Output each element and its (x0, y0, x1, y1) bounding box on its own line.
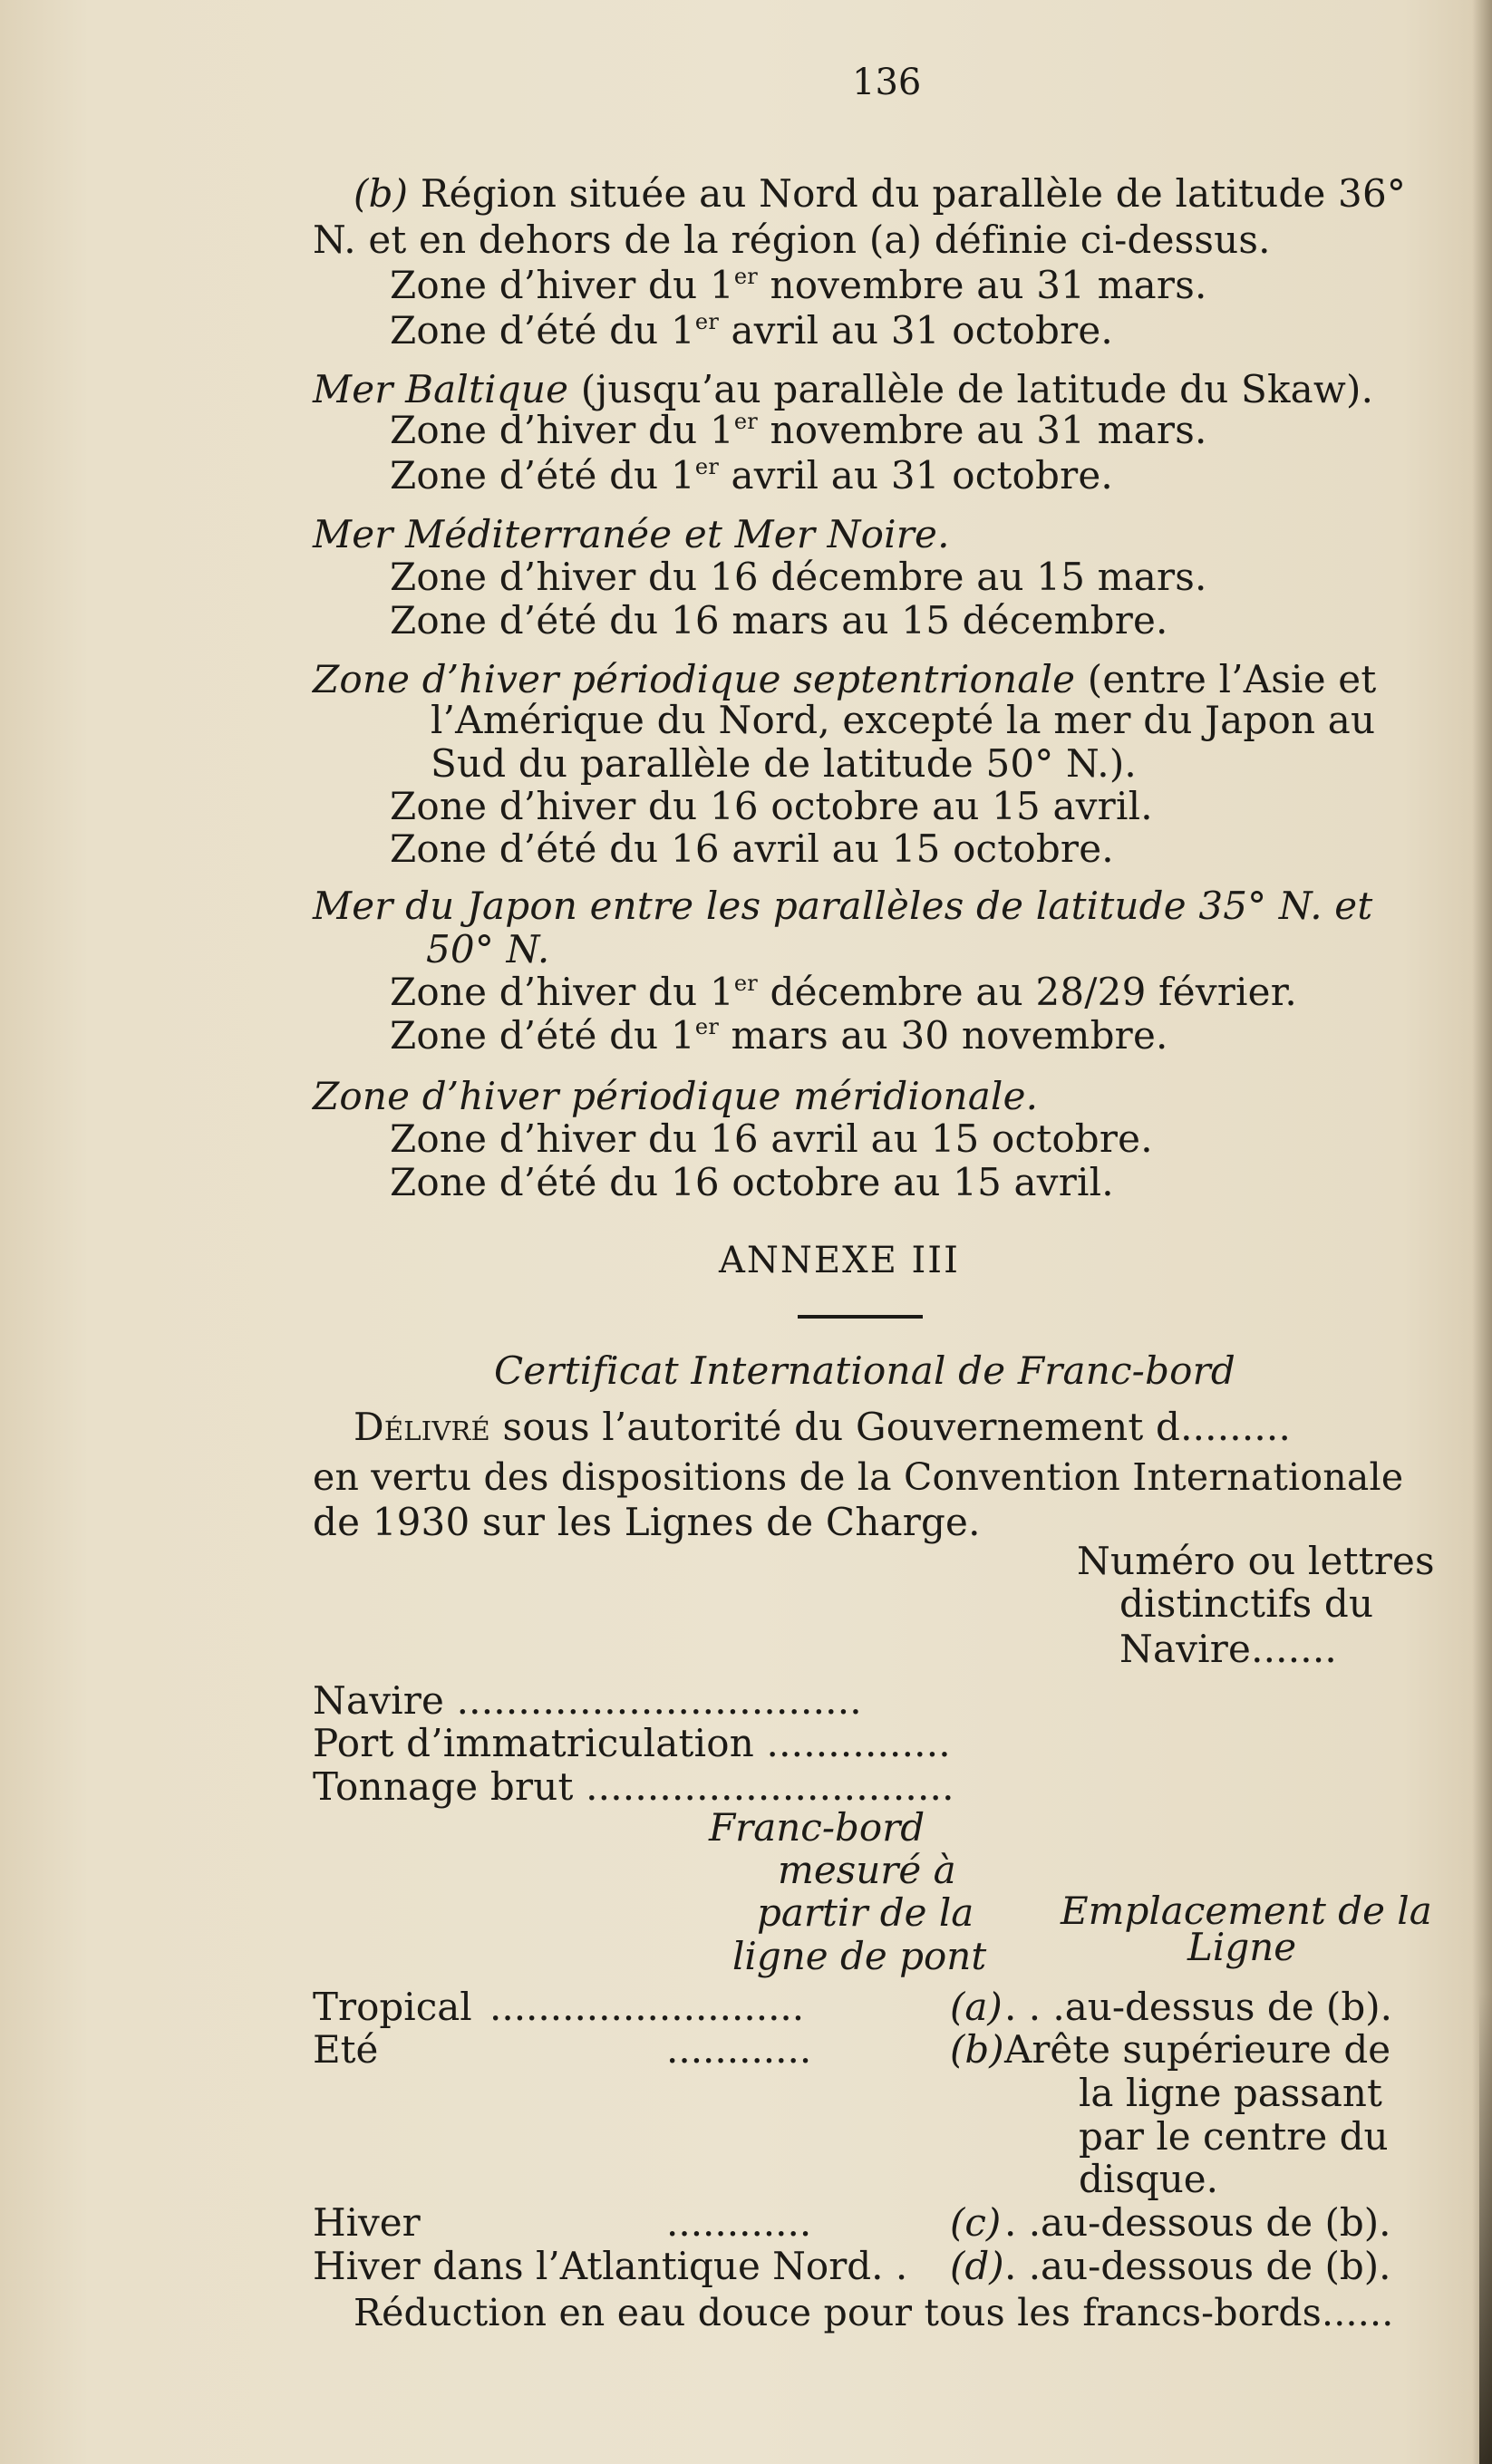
row-summer-dots: ............ (666, 2027, 812, 2072)
ship-number-label-2: distinctifs du (1119, 1581, 1374, 1626)
japan-heading-line2: 50° N. (426, 927, 550, 971)
japan-summer-a: Zone d’été du 1 (390, 1013, 695, 1058)
baltic-rest: (jusqu’au parallèle de latitude du Skaw). (568, 367, 1374, 411)
japan-winter-b: décembre au 28/29 février. (757, 970, 1297, 1014)
row-north-atlantic-code: (d) (950, 2244, 1004, 2288)
baltic-winter-b: novembre au 31 mars. (757, 408, 1207, 452)
row-winter-dots: ............ (666, 2200, 812, 2245)
japan-summer-b: mars au 30 novembre. (719, 1013, 1168, 1058)
region-b-winter (390, 263, 1207, 308)
row-north-atlantic-loc: . .au-dessous de (b). (1004, 2244, 1391, 2288)
south-periodic-winter: Zone d’hiver du 16 avril au 15 octobre. (390, 1116, 1153, 1161)
baltic-summer (390, 453, 1113, 498)
japan-summer (390, 1013, 1168, 1058)
north-periodic-heading (313, 657, 1376, 702)
annex-title: ANNEXE III (719, 1240, 960, 1281)
region-b-line2: N. et en dehors de la région (a) définie ci-dessus. (313, 217, 1271, 262)
row-tropical-loc: . . .au-dessus de (b). (1004, 1985, 1392, 2029)
row-summer-loc-2: la ligne passant (1079, 2071, 1382, 2115)
region-b-summer-a: Zone d’été du 1 (390, 308, 695, 353)
fresh-water-line: Réduction en eau douce pour tous les francs-bords...... (354, 2291, 1394, 2334)
row-summer-loc-4: disque. (1079, 2157, 1219, 2201)
baltic-winter-sup: er (733, 409, 758, 434)
freeboard-header-2: mesuré à (778, 1848, 956, 1892)
north-periodic-line2: l’Amérique du Nord, excepté la mer du Japon au (431, 698, 1376, 742)
delivered-line (354, 1405, 1291, 1450)
delivered-smallcaps: Délivré (354, 1405, 490, 1449)
row-winter-code: (c) (950, 2200, 1002, 2245)
japan-winter-a: Zone d’hiver du 1 (390, 970, 734, 1014)
north-periodic-line3: Sud du parallèle de latitude 50° N.). (431, 741, 1137, 786)
mediterranean-summer: Zone d’été du 16 mars au 15 décembre. (390, 598, 1168, 643)
title-rule (798, 1315, 923, 1319)
north-periodic-summer: Zone d’été du 16 avril au 15 octobre. (390, 826, 1114, 871)
port-field: Port d’immatriculation ............... (313, 1721, 951, 1765)
row-north-atlantic-name: Hiver dans l’Atlantique Nord. . (313, 2244, 908, 2288)
convention-year-line: de 1930 sur les Lignes de Charge. (313, 1500, 981, 1544)
south-periodic-summer: Zone d’été du 16 octobre au 15 avril. (390, 1160, 1114, 1204)
row-summer-loc-3: par le centre du (1079, 2114, 1389, 2159)
row-summer-name: Eté (313, 2027, 379, 2072)
delivered-rest: sous l’autorité du Gouvernement d......... (489, 1405, 1292, 1449)
ship-field: Navire ................................. (313, 1678, 862, 1723)
row-summer-loc: Arête supérieure de (1004, 2027, 1391, 2072)
freeboard-header-3: partir de la (757, 1890, 974, 1935)
south-periodic-heading: Zone d’hiver périodique méridionale. (313, 1074, 1039, 1118)
row-tropical-name: Tropical (313, 1985, 472, 2029)
baltic-summer-b: avril au 31 octobre. (719, 453, 1113, 498)
mediterranean-heading: Mer Méditerranée et Mer Noire. (313, 512, 950, 556)
row-winter-loc: . .au-dessous de (b). (1004, 2200, 1391, 2245)
page-number: 136 (852, 62, 922, 103)
baltic-summer-a: Zone d’été du 1 (390, 453, 695, 498)
baltic-winter (390, 408, 1207, 453)
japan-winter-sup: er (733, 971, 758, 996)
region-b-winter-sup: er (733, 264, 758, 289)
japan-winter (390, 970, 1297, 1015)
region-b-line1: Région située au Nord du parallèle de latitude 36° (408, 171, 1407, 216)
mediterranean-winter: Zone d’hiver du 16 décembre au 15 mars. (390, 555, 1207, 599)
row-tropical-code: (a) (950, 1985, 1003, 2029)
row-winter-name: Hiver (313, 2200, 421, 2245)
region-b-summer-b: avril au 31 octobre. (719, 308, 1113, 353)
row-summer-code: (b) (950, 2027, 1004, 2072)
region-b-heading (354, 171, 1406, 217)
freeboard-header-4: ligne de pont (732, 1934, 987, 1978)
tonnage-field: Tonnage brut .............................. (313, 1764, 954, 1809)
row-tropical-dots: .......................... (489, 1985, 805, 2029)
region-b-summer (390, 308, 1113, 353)
japan-heading: Mer du Japon entre les parallèles de latitude 35° N. et (313, 884, 1373, 928)
binding-shadow (1479, 1993, 1492, 2464)
baltic-heading (313, 367, 1373, 412)
certificate-title: Certificat International de Franc-bord (494, 1348, 1236, 1393)
region-b-winter-a: Zone d’hiver du 1 (390, 263, 734, 307)
north-periodic-rest: (entre l’Asie et (1075, 657, 1377, 701)
ship-number-label-3: Navire....... (1119, 1627, 1337, 1671)
north-periodic-name: Zone d’hiver périodique septentrionale (313, 657, 1076, 701)
ship-number-label-1: Numéro ou lettres (1077, 1539, 1435, 1583)
north-periodic-winter: Zone d’hiver du 16 octobre au 15 avril. (390, 784, 1153, 828)
baltic-winter-a: Zone d’hiver du 1 (390, 408, 734, 452)
location-header-1: Emplacement de la (1061, 1889, 1432, 1933)
region-b-winter-b: novembre au 31 mars. (757, 263, 1207, 307)
location-header-2: Ligne (1187, 1925, 1297, 1969)
region-b-label: (b) (354, 171, 409, 216)
japan-summer-sup: er (694, 1014, 719, 1039)
baltic-summer-sup: er (694, 454, 719, 479)
region-b-summer-sup: er (694, 309, 719, 334)
freeboard-header-1: Franc-bord (709, 1805, 925, 1850)
baltic-name: Mer Baltique (313, 367, 569, 411)
convention-line: en vertu des dispositions de la Convention Internationale (313, 1455, 1404, 1499)
